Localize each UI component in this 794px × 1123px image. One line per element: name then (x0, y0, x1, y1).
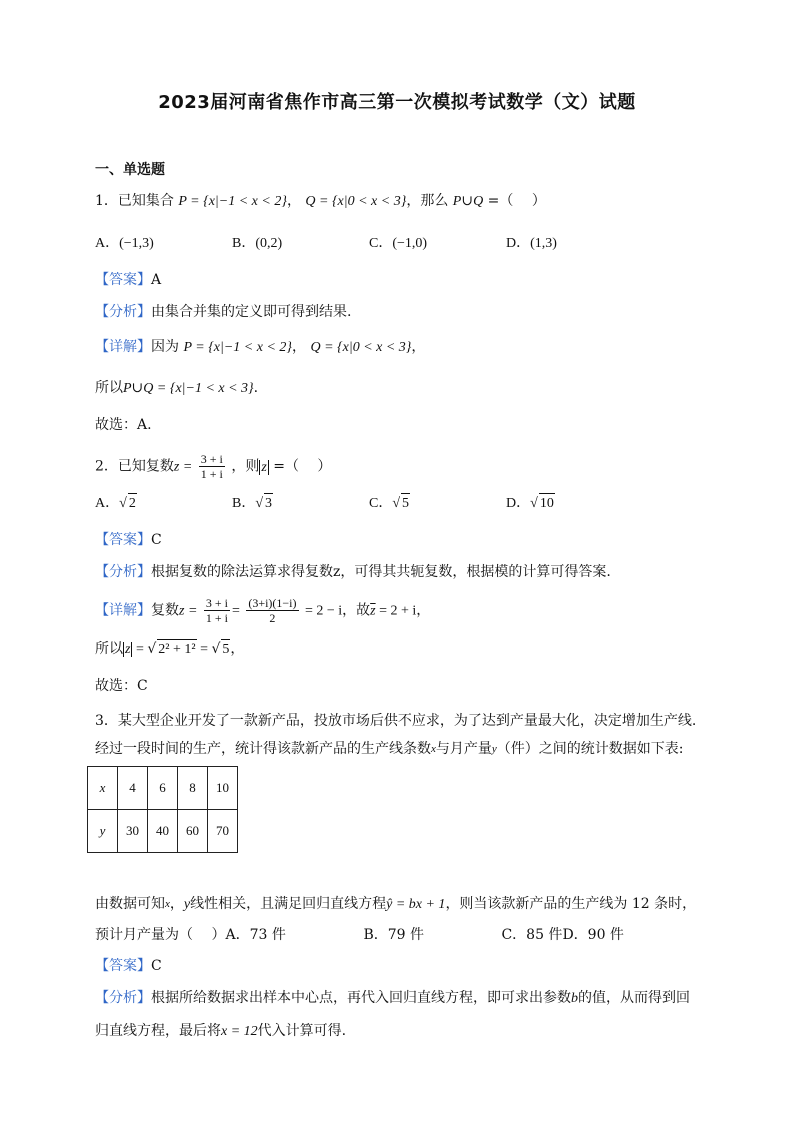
table-row (88, 810, 238, 853)
question-3-line-1: 3．某大型企业开发了一款新产品，投放市场后供不应求，为了达到产量最大化，决定增加生产线. (95, 713, 697, 729)
analysis-3-cont: 归直线方程，最后将x = 12代入计算可得. (95, 1023, 347, 1039)
question-1: 1．已知集合 P = {x|−1 < x < 2}， Q = {x|0 < x < 3}，那么 P∪Q =（ ） (95, 193, 546, 209)
question-2: 2．已知复数z = $\frac{3 + i}{1 + i}$ ，则 z =（ ） (95, 452, 332, 481)
table-cell: 6 (148, 767, 178, 810)
answer-tag: 【答案】 (95, 272, 151, 288)
table-cell: x (88, 767, 118, 810)
table-cell: 4 (118, 767, 148, 810)
question-1-options (95, 233, 643, 254)
detail-1: 【详解】因为 P = {x|−1 < x < 2}， Q = {x|0 < x < 3}， (95, 339, 426, 355)
question-3-line-2: 经过一段时间的生产，统计得该款新产品的生产线条数$^x$与月产量$^y$（件）之间的统计数据如下表: (95, 741, 684, 757)
question-3-line-4: 预计月产量为（ ）A．73 件 B．79 件 C．85 件D．90 件 (95, 927, 624, 943)
fraction: $\frac{3 + i}{1 + i}$ (205, 596, 228, 625)
sqrt-icon: √ (392, 496, 401, 511)
question-2-options (95, 493, 643, 514)
analysis-2: 【分析】根据复数的除法运算求得复数z，可得其共轭复数，根据模的计算可得答案. (95, 564, 611, 580)
table-row (88, 767, 238, 810)
fraction: $\frac{(3+i)(1-i)}{2}$ (248, 596, 297, 625)
fraction: $\frac{3 + i}{1 + i}$ (200, 452, 223, 481)
option-a[interactable]: A．(−1,3) (95, 236, 154, 251)
sqrt-icon: √ (211, 641, 221, 657)
analysis-tag: 【分析】 (95, 990, 151, 1006)
option-b[interactable]: B．√ 3 (232, 493, 369, 514)
answer-tag: 【答案】 (95, 532, 151, 548)
table-cell: 30 (118, 810, 148, 853)
analysis-tag: 【分析】 (95, 564, 151, 580)
option-a[interactable]: A．73 件 (225, 927, 286, 943)
table-cell: 70 (208, 810, 238, 853)
analysis-tag: 【分析】 (95, 304, 151, 320)
table-cell: 8 (178, 767, 208, 810)
table-cell: 10 (208, 767, 238, 810)
option-d[interactable]: D．(1,3) (506, 236, 557, 251)
option-b[interactable]: B．(0,2) (232, 236, 283, 251)
sqrt-icon: √ (119, 496, 127, 511)
option-c[interactable]: C．√ 5 (369, 493, 506, 514)
detail-tag: 【详解】 (95, 602, 151, 619)
detail-2: 【详解】复数z = $\frac{3 + i}{1 + i}$ = $\frac{(3+i)(1-i)}{2}$ = 2 − i，故$\overline{z} = 2 + i$， (95, 596, 431, 625)
answer-2: 【答案】C (95, 532, 162, 548)
choice-2: 故选：C (95, 678, 148, 694)
analysis-3: 【分析】根据所给数据求出样本中心点，再代入回归直线方程，即可求出参数b的值，从而得到回 (95, 990, 690, 1006)
sqrt-icon: √ (255, 496, 264, 511)
answer-tag: 【答案】 (95, 958, 151, 974)
choice-1: 故选：A. (95, 417, 152, 433)
option-a[interactable]: A．√ 2 (95, 493, 232, 514)
option-b[interactable]: B．79 件 (363, 927, 425, 943)
table-cell: 40 (148, 810, 178, 853)
detail-1-result: 所以P∪Q = {x|−1 < x < 3}. (95, 380, 259, 396)
analysis-1: 【分析】由集合并集的定义即可得到结果. (95, 304, 352, 320)
option-c[interactable]: C．(−1,0) (369, 236, 428, 251)
answer-1: 【答案】A (95, 272, 162, 288)
table-cell: 60 (178, 810, 208, 853)
question-3-line-3: 由数据可知$^x$，y线性相关，且满足回归直线方程ŷ = bx + 1，则当该款新产品的生产线为 12 条时， (95, 896, 697, 912)
option-d[interactable]: D．√ 10 (506, 493, 643, 514)
answer-3: 【答案】C (95, 958, 162, 974)
section-heading: 一、单选题 (95, 162, 165, 178)
sqrt-icon: √ (147, 641, 157, 657)
option-c[interactable]: C．85 件 (501, 927, 563, 943)
page-title: 2023届河南省焦作市高三第一次模拟考试数学（文）试题 (158, 92, 636, 113)
table-cell: y (88, 810, 118, 853)
data-table (87, 766, 238, 853)
detail-2-result: 所以 z = √ 2² + 1² = √ 5， (95, 639, 244, 660)
sqrt-icon: √ (530, 496, 538, 511)
option-d[interactable]: D．90 件 (562, 927, 624, 943)
detail-tag: 【详解】 (95, 339, 151, 355)
